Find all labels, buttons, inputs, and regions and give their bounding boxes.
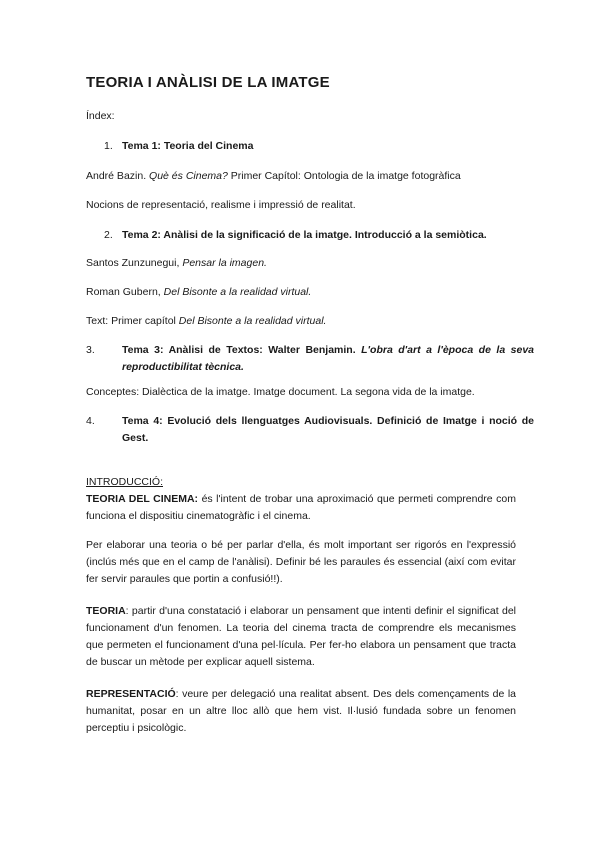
intro-p3-label: TEORIA bbox=[86, 605, 126, 617]
intro-paragraph-representacio bbox=[86, 686, 516, 737]
tema3-concepts: Conceptes: Dialèctica de la imatge. Imatge document. La segona vida de la imatge. bbox=[86, 386, 475, 398]
tema2-ref2-book: Del Bisonte a la realidad virtual. bbox=[163, 286, 312, 298]
tema2-text-prefix: Text: Primer capítol bbox=[86, 315, 176, 327]
document-title: TEORIA I ANÀLISI DE LA IMATGE bbox=[86, 74, 330, 91]
intro-p3-text: : partir d'una constatació i elaborar un pensament que intenti definir el significat del funcionament d'un fenomen. La teoria del cinema tracta de comprendre els mecanismes que permeten el funcionament d'una pel·lícula. Per fer-ho elabora un pensament que tracta de buscar un mètode per explicar aquell sistema. bbox=[86, 605, 516, 668]
tema4-heading bbox=[86, 413, 534, 447]
tema2-text bbox=[86, 313, 516, 330]
tema2-ref1-book: Pensar la imagen. bbox=[182, 257, 267, 269]
tema1-chapter: Primer Capítol: Ontologia de la imatge fotogràfica bbox=[230, 170, 461, 182]
tema2-reference-zunzunegui bbox=[86, 255, 516, 272]
tema2-title: Tema 2: Anàlisi de la significació de la imatge. Introducció a la semiòtica. bbox=[122, 229, 487, 241]
intro-heading: INTRODUCCIÓ: bbox=[86, 476, 163, 488]
tema3-work: L'obra d'art a l'època de la seva reproductibilitat tècnica. bbox=[122, 344, 534, 373]
tema1-heading bbox=[104, 138, 516, 155]
tema3-number: 3. bbox=[86, 344, 95, 356]
tema3-heading bbox=[86, 342, 534, 376]
index-label: Índex: bbox=[86, 110, 115, 122]
tema2-heading bbox=[104, 227, 516, 244]
intro-p1-label: TEORIA DEL CINEMA: bbox=[86, 493, 199, 505]
intro-paragraph-rigor: Per elaborar una teoria o bé per parlar d'ella, és molt important ser rigorós en l'expressió (inclús més que en el camp de l'anàlisi). Definir bé les paraules és essencial (així com evitar fer servir paraules que portin a confusió!!). bbox=[86, 539, 516, 585]
tema1-notions: Nocions de representació, realisme i impressió de realitat. bbox=[86, 199, 356, 211]
tema2-ref2-author: Roman Gubern, bbox=[86, 286, 161, 298]
intro-p4-label: REPRESENTACIÓ bbox=[86, 688, 176, 700]
intro-paragraph-teoria bbox=[86, 603, 516, 671]
tema2-reference-gubern bbox=[86, 284, 516, 301]
tema1-author: André Bazin. bbox=[86, 170, 147, 182]
tema2-text-book: Del Bisonte a la realidad virtual. bbox=[178, 315, 327, 327]
tema4-number: 4. bbox=[86, 415, 95, 427]
tema1-book: Què és Cinema? bbox=[149, 170, 228, 182]
intro-p4-text: : veure per delegació una realitat absent. Des dels començaments de la humanitat, posar en un altre lloc allò que hem vist. Il·lusió fundada sobre un fenomen perceptiu i psicològic. bbox=[86, 688, 516, 734]
tema4-title: Tema 4: Evolució dels llenguatges Audiovisuals. Definició de Imatge i noció de Gest. bbox=[122, 415, 534, 444]
intro-paragraph-cinema bbox=[86, 491, 516, 525]
tema1-number: 1. bbox=[104, 140, 113, 152]
tema2-ref1-author: Santos Zunzunegui, bbox=[86, 257, 180, 269]
intro-p1-text: és l'intent de trobar una aproximació que permeti comprendre com funciona el dispositiu cinematogràfic i el cinema. bbox=[86, 493, 516, 522]
tema2-number: 2. bbox=[104, 229, 113, 241]
tema3-title: Tema 3: Anàlisi de Textos: Walter Benjamin. bbox=[122, 344, 356, 356]
tema1-reference bbox=[86, 168, 516, 185]
tema1-title: Tema 1: Teoria del Cinema bbox=[122, 140, 254, 152]
